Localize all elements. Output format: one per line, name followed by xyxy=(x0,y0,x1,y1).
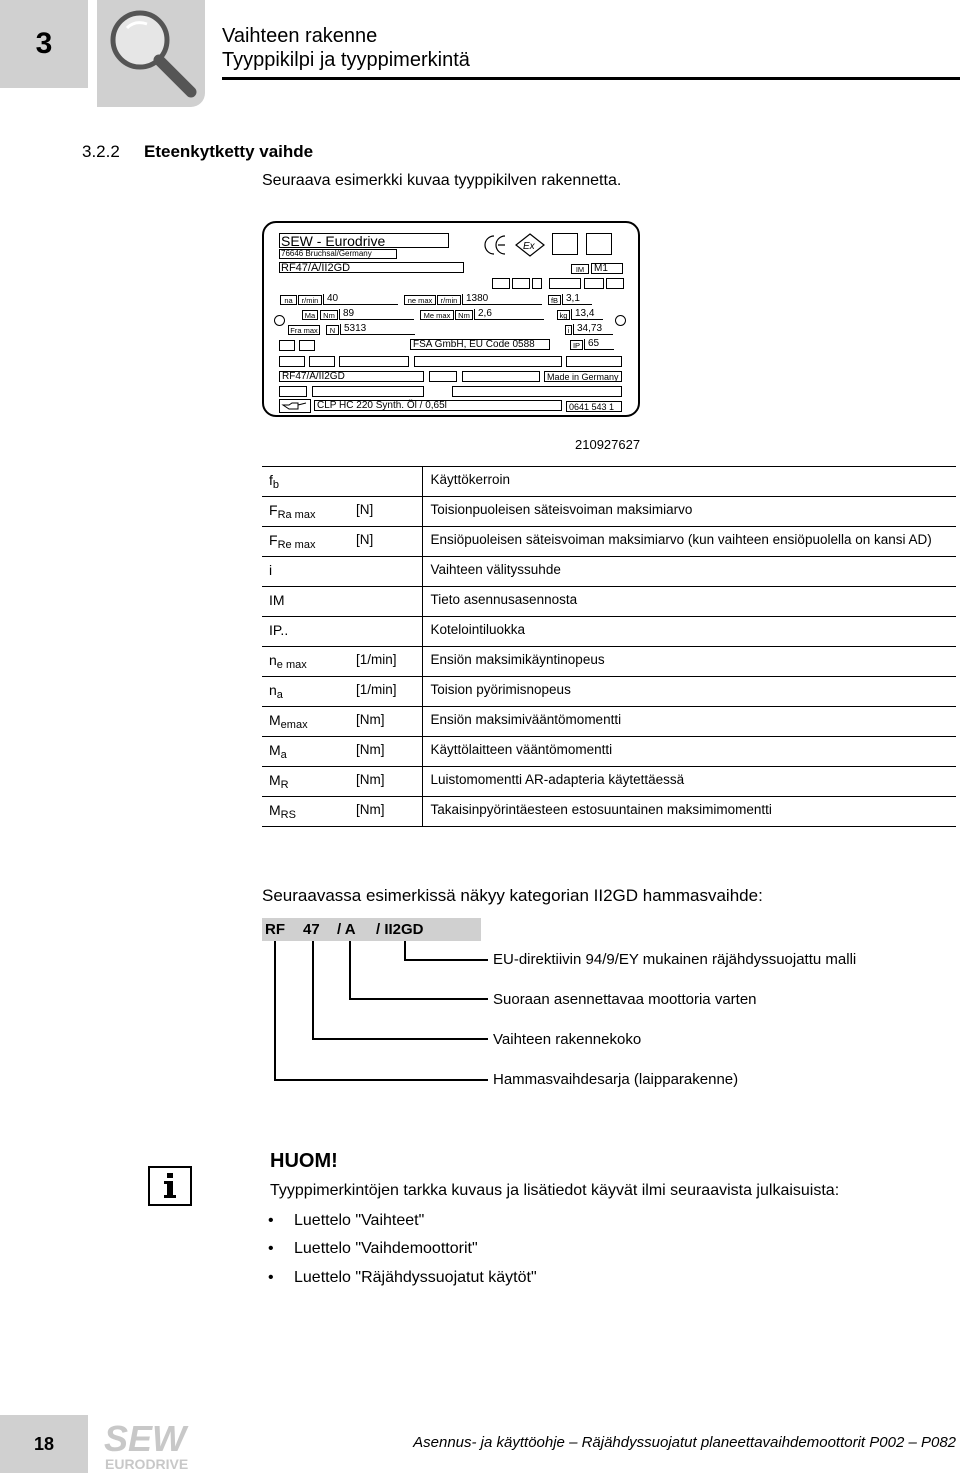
section-number: 3.2.2 xyxy=(82,142,120,161)
plate-ne-value: 1380 xyxy=(462,294,542,305)
plate-blank xyxy=(452,386,622,397)
plate-im-label: IM xyxy=(571,264,589,274)
definition-symbol-sub: Re max xyxy=(277,539,316,551)
definition-unit: [Nm] xyxy=(350,767,422,797)
plate-fra-label: Fra max xyxy=(288,325,320,335)
plate-blank xyxy=(414,356,562,367)
plate-blank xyxy=(532,278,542,289)
code-part-series: RF xyxy=(265,921,285,938)
definition-symbol-sub: a xyxy=(276,689,283,701)
plate-blank xyxy=(279,340,295,351)
chapter-icon-box xyxy=(97,0,205,107)
definition-symbol-main: IM xyxy=(269,592,285,608)
explanation-series: Hammasvaihdesarja (laipparakenne) xyxy=(493,1071,739,1088)
note-bullet: • Luettelo "Vaihteet" xyxy=(268,1212,425,1229)
definition-row xyxy=(262,587,956,617)
ex-mark-text: Ex xyxy=(523,241,535,252)
plate-typecode: RF47/A/II2GD xyxy=(281,262,351,274)
definition-symbol-sub: b xyxy=(272,479,280,491)
note-bullet-text: Luettelo "Vaihteet" xyxy=(294,1212,425,1229)
plate-blank xyxy=(549,278,581,289)
plate-address: 76646 Bruchsal/Germany xyxy=(281,249,372,258)
nameplate xyxy=(262,221,640,417)
note-bullet: • Luettelo "Räjähdyssuojatut käytöt" xyxy=(268,1269,537,1286)
page-number: 18 xyxy=(33,1433,55,1454)
plate-empty-square-1 xyxy=(552,233,578,255)
definition-symbol xyxy=(262,587,350,617)
definition-symbol-main: n xyxy=(269,682,277,698)
plate-na-label: na xyxy=(280,295,297,305)
definition-symbol-main: M xyxy=(269,772,281,788)
definition-row xyxy=(262,527,956,557)
section-title xyxy=(82,142,313,162)
plate-fb-label: fB xyxy=(548,295,561,305)
definition-row xyxy=(262,707,956,737)
definition-symbol xyxy=(262,677,350,707)
definition-symbol-main: F xyxy=(269,502,278,518)
plate-na-value: 40 xyxy=(323,294,398,305)
definition-symbol xyxy=(262,497,350,527)
note-bullet-text: Luettelo "Räjähdyssuojatut käytöt" xyxy=(294,1269,537,1286)
code-part-category: / II2GD xyxy=(376,921,424,938)
plate-blank xyxy=(312,386,424,397)
type-code-bar xyxy=(262,918,481,941)
plate-ne-unit: r/min xyxy=(437,295,461,305)
explanation-size: Vaihteen rakennekoko xyxy=(493,1031,642,1048)
definition-description: Luistomomentti AR-adapteria käytettäessä xyxy=(422,767,956,797)
magnifier-icon xyxy=(97,0,205,107)
definition-description: Toisionpuoleisen säteisvoiman maksimiarvo xyxy=(422,497,956,527)
plate-empty-square-2 xyxy=(586,233,612,255)
definition-row xyxy=(262,497,956,527)
plate-blank xyxy=(462,371,540,382)
plate-blank xyxy=(492,278,510,289)
note-bullet: • Luettelo "Vaihdemoottorit" xyxy=(268,1240,478,1257)
definition-unit xyxy=(350,617,422,647)
definition-unit: [Nm] xyxy=(350,707,422,737)
header-title xyxy=(222,24,470,72)
plate-kg-value: 13,4 xyxy=(571,309,603,320)
definition-description: Käyttölaitteen vääntömomentti xyxy=(422,737,956,767)
definition-description: Ensiön maksimikäyntinopeus xyxy=(422,647,956,677)
ce-ex-marks xyxy=(484,233,546,257)
plate-ip-value: 65 xyxy=(584,339,614,350)
definition-unit xyxy=(350,557,422,587)
header-title-line2: Tyyppikilpi ja tyyppimerkintä xyxy=(222,49,470,71)
explanation-category: EU-direktiivin 94/9/EY mukainen räjähdyssuojattu malli xyxy=(493,951,857,968)
plate-typecode2: RF47/A/II2GD xyxy=(279,371,424,382)
definitions-body xyxy=(262,467,956,827)
plate-fra-unit: N xyxy=(326,325,339,335)
definition-symbol xyxy=(262,797,350,827)
section-intro: Seuraava esimerkki kuvaa tyyppikilven rakennetta. xyxy=(262,172,622,189)
definition-description: Kotelointiluokka xyxy=(422,617,956,647)
plate-brand: SEW - Eurodrive xyxy=(281,233,386,249)
definitions-table xyxy=(262,466,956,827)
plate-me-unit: Nm xyxy=(455,310,473,320)
plate-blank xyxy=(299,340,315,351)
definition-unit xyxy=(350,587,422,617)
plate-lubricant: CLP HC 220 Synth. Öl / 0,65l xyxy=(314,400,562,411)
definition-symbol-main: F xyxy=(269,532,278,548)
definition-symbol-sub: Ra max xyxy=(277,509,316,521)
definition-symbol xyxy=(262,557,350,587)
definition-symbol-sub: a xyxy=(280,749,287,761)
plate-ip-label: IP xyxy=(570,340,583,350)
section-title-text: Eteenkytketty vaihde xyxy=(144,142,314,161)
note-text: Tyyppimerkintöjen tarkka kuvaus ja lisätiedot käyvät ilmi seuraavista julkaisuista: xyxy=(270,1182,840,1199)
plate-blank xyxy=(429,371,457,382)
definition-description: Käyttökerroin xyxy=(422,467,956,497)
definition-description: Takaisinpyörintäesteen estosuuntainen maksimimomentti xyxy=(422,797,956,827)
definition-unit xyxy=(350,467,422,497)
explanation-mount: Suoraan asennettavaa moottoria varten xyxy=(493,991,757,1008)
definition-symbol-main: IP.. xyxy=(269,622,289,638)
chapter-number-box xyxy=(0,0,88,88)
sew-logo xyxy=(103,1418,209,1472)
plate-fra-value: 5313 xyxy=(340,324,415,335)
definition-unit: [N] xyxy=(350,497,422,527)
definition-unit: [Nm] xyxy=(350,737,422,767)
plate-fb-value: 3,1 xyxy=(562,294,592,305)
page-number-box xyxy=(0,1415,88,1473)
plate-blank xyxy=(584,278,604,289)
definition-description: Toision pyörimisnopeus xyxy=(422,677,956,707)
plate-ma-unit: Nm xyxy=(320,310,338,320)
definition-symbol-main: M xyxy=(269,802,281,818)
note-bullet-text: Luettelo "Vaihdemoottorit" xyxy=(294,1240,478,1257)
plate-atex-line: FSA GmbH, EU Code 0588 xyxy=(410,339,550,350)
definition-row xyxy=(262,647,956,677)
figure-id: 210927627 xyxy=(575,437,641,452)
definition-row xyxy=(262,557,956,587)
plate-blank xyxy=(309,356,335,367)
definition-symbol-main: i xyxy=(269,562,273,578)
info-icon xyxy=(148,1166,192,1206)
definition-symbol-sub: R xyxy=(280,779,289,791)
plate-made-in: Made in Germany xyxy=(544,371,622,382)
example-intro: Seuraavassa esimerkissä näkyy kategorian II2GD hammasvaihde: xyxy=(262,886,763,905)
definition-symbol xyxy=(262,767,350,797)
definition-description: Ensiön maksimivääntömomentti xyxy=(422,707,956,737)
oil-can-icon xyxy=(279,399,311,413)
chapter-number: 3 xyxy=(35,27,53,60)
definition-unit: [1/min] xyxy=(350,677,422,707)
definition-description: Ensiöpuoleisen säteisvoiman maksimiarvo (kun vaihteen ensiöpuolella on kansi AD) xyxy=(422,527,956,557)
plate-me-label: Me max xyxy=(420,310,454,320)
definition-symbol-main: n xyxy=(269,652,277,668)
plate-blank xyxy=(566,356,622,367)
code-part-size: 47 xyxy=(303,921,320,938)
plate-blank xyxy=(512,278,530,289)
plate-im-value: M1 xyxy=(591,263,623,274)
plate-kg-label: kg xyxy=(557,310,570,320)
definition-row xyxy=(262,617,956,647)
definition-row xyxy=(262,467,956,497)
definition-symbol-sub: emax xyxy=(280,719,308,731)
header-rule xyxy=(222,77,960,80)
code-part-mount: / A xyxy=(337,921,356,938)
definition-symbol xyxy=(262,467,350,497)
plate-ma-label: Ma xyxy=(302,310,318,320)
definition-symbol xyxy=(262,527,350,557)
definition-row xyxy=(262,737,956,767)
plate-mounting-hole-left xyxy=(274,315,285,326)
plate-me-value: 2,6 xyxy=(474,309,544,320)
plate-i-value: 34,73 xyxy=(573,324,613,335)
definition-row xyxy=(262,767,956,797)
definition-symbol-main: f xyxy=(269,472,273,488)
plate-blank xyxy=(279,386,307,397)
definition-symbol-sub: e max xyxy=(276,659,307,671)
definition-unit: [1/min] xyxy=(350,647,422,677)
header-title-line1: Vaihteen rakenne xyxy=(222,25,378,47)
logo-bottom-text: EURODRIVE xyxy=(105,1456,189,1472)
definition-description: Tieto asennusasennosta xyxy=(422,587,956,617)
definition-unit: [Nm] xyxy=(350,797,422,827)
definition-symbol-sub: RS xyxy=(280,809,296,821)
definition-row xyxy=(262,797,956,827)
plate-ne-label: ne max xyxy=(404,295,436,305)
note-title: HUOM! xyxy=(270,1150,338,1172)
plate-part-number: 0641 543 1 xyxy=(566,401,622,412)
definition-symbol xyxy=(262,737,350,767)
plate-ma-value: 89 xyxy=(339,309,414,320)
plate-blank xyxy=(339,356,409,367)
definition-row xyxy=(262,677,956,707)
definition-symbol xyxy=(262,707,350,737)
plate-na-unit: r/min xyxy=(298,295,322,305)
plate-blank xyxy=(279,356,305,367)
definition-unit: [N] xyxy=(350,527,422,557)
definition-symbol-main: M xyxy=(269,742,281,758)
plate-mounting-hole-right xyxy=(615,315,626,326)
definition-description: Vaihteen välityssuhde xyxy=(422,557,956,587)
footer-doc-title: Asennus- ja käyttöohje – Räjähdyssuojatut planeettavaihdemoottorit P002 – P082 xyxy=(413,1434,956,1451)
plate-i-label: i xyxy=(565,325,572,335)
logo-top-text: SEW xyxy=(104,1418,187,1459)
plate-blank xyxy=(606,278,624,289)
definition-symbol-main: M xyxy=(269,712,281,728)
definition-symbol xyxy=(262,617,350,647)
definition-symbol xyxy=(262,647,350,677)
